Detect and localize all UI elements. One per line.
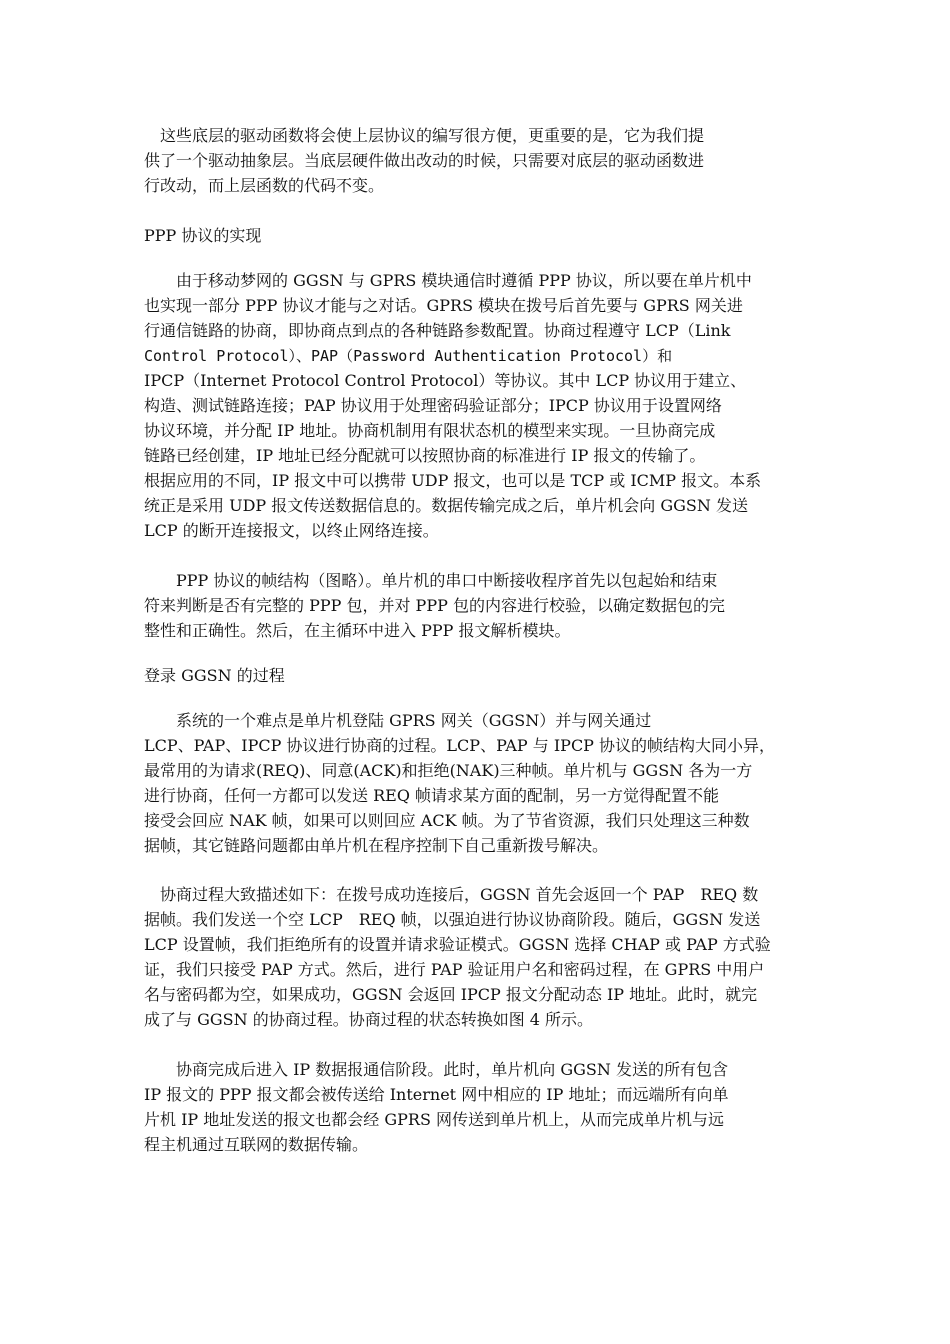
text-line: 协商完成后进入 IP 数据报通信阶段。此时，单片机向 GGSN 发送的所有包含 (144, 1060, 728, 1079)
text-line: 由于移动梦网的 GGSN 与 GPRS 模块通信时遵循 PPP 协议，所以要在单片机中 (144, 271, 752, 290)
text-line: 协商过程大致描述如下：在拨号成功连接后，GGSN 首先会返回一个 PAP REQ 数 (144, 885, 759, 904)
text-line: 证，我们只接受 PAP 方式。然后，进行 PAP 验证用户名和密码过程，在 GPRS 中用户 (144, 960, 765, 979)
text-line: 行通信链路的协商，即协商点到点的各种链路参数配置。协商过程遵守 LCP（Link (144, 321, 731, 340)
text-line: 系统的一个难点是单片机登陆 GPRS 网关（GGSN）并与网关通过 (144, 711, 652, 730)
text-line: IP 报文的 PPP 报文都会被传送给 Internet 网中相应的 IP 地址；而远端所有向单 (144, 1085, 729, 1104)
text-line: 符来判断是否有完整的 PPP 包，并对 PPP 包的内容进行校验，以确定数据包的完 (144, 596, 725, 615)
text-line: 也实现一部分 PPP 协议才能与之对话。GPRS 模块在拨号后首先要与 GPRS 网关进 (144, 296, 743, 315)
text-line: 据帧。我们发送一个空 LCP REQ 帧，以强迫进行协议协商阶段。随后，GGSN 发送 (144, 910, 761, 929)
text-line: 片机 IP 地址发送的报文也都会经 GPRS 网传送到单片机上，从而完成单片机与远 (144, 1110, 724, 1129)
text-line: 根据应用的不同，IP 报文中可以携带 UDP 报文，也可以是 TCP 或 ICMP 报文。本系 (144, 471, 762, 490)
section-heading-ppp: PPP 协议的实现 (144, 226, 262, 245)
text-line: 构造、测试链路连接；PAP 协议用于处理密码验证部分；IPCP 协议用于设置网络 (144, 396, 722, 415)
text-line: 供了一个驱动抽象层。当底层硬件做出改动的时候，只需要对底层的驱动函数进 (144, 151, 705, 170)
text-line: LCP、PAP、IPCP 协议进行协商的过程。LCP、PAP 与 IPCP 协议的帧结构大同小异， (144, 736, 776, 755)
text-line: Control Protocol）、PAP（Password Authentication Protocol）和 (144, 347, 673, 365)
text-line: 成了与 GGSN 的协商过程。协商过程的状态转换如图 4 所示。 (144, 1010, 594, 1029)
text-line: PPP 协议的帧结构（图略）。单片机的串口中断接收程序首先以包起始和结束 (144, 571, 718, 590)
text-line: 最常用的为请求(REQ)、同意(ACK)和拒绝(NAK)三种帧。单片机与 GGSN 各为一方 (144, 761, 753, 780)
section-heading-ggsn: 登录 GGSN 的过程 (144, 666, 285, 685)
text-line: 整性和正确性。然后，在主循环中进入 PPP 报文解析模块。 (144, 621, 571, 640)
text-line: LCP 的断开连接报文，以终止网络连接。 (144, 521, 439, 540)
text-line: 名与密码都为空，如果成功，GGSN 会返回 IPCP 报文分配动态 IP 地址。此时，就完 (144, 985, 758, 1004)
text-line: 统正是采用 UDP 报文传送数据信息的。数据传输完成之后，单片机会向 GGSN 发送 (144, 496, 748, 515)
text-line: 协议环境，并分配 IP 地址。协商机制用有限状态机的模型来实现。一旦协商完成 (144, 421, 716, 440)
text-line: 据帧，其它链路问题都由单片机在程序控制下自己重新拨号解决。 (144, 836, 609, 855)
text-line: 程主机通过互联网的数据传输。 (144, 1135, 369, 1154)
text-line: 这些底层的驱动函数将会使上层协议的编写很方便，更重要的是，它为我们提 (144, 126, 705, 145)
text-line: LCP 设置帧，我们拒绝所有的设置并请求验证模式。GGSN 选择 CHAP 或 PAP 方式验 (144, 935, 771, 954)
text-line: IPCP（Internet Protocol Control Protocol）等协议。其中 LCP 协议用于建立、 (144, 371, 747, 390)
text-line: 进行协商，任何一方都可以发送 REQ 帧请求某方面的配制，另一方觉得配置不能 (144, 786, 720, 805)
text-line: 链路已经创建，IP 地址已经分配就可以按照协商的标准进行 IP 报文的传输了。 (144, 446, 706, 465)
text-line: 接受会回应 NAK 帧，如果可以则回应 ACK 帧。为了节省资源，我们只处理这三种数 (144, 811, 750, 830)
text-line: 行改动，而上层函数的代码不变。 (144, 176, 385, 195)
